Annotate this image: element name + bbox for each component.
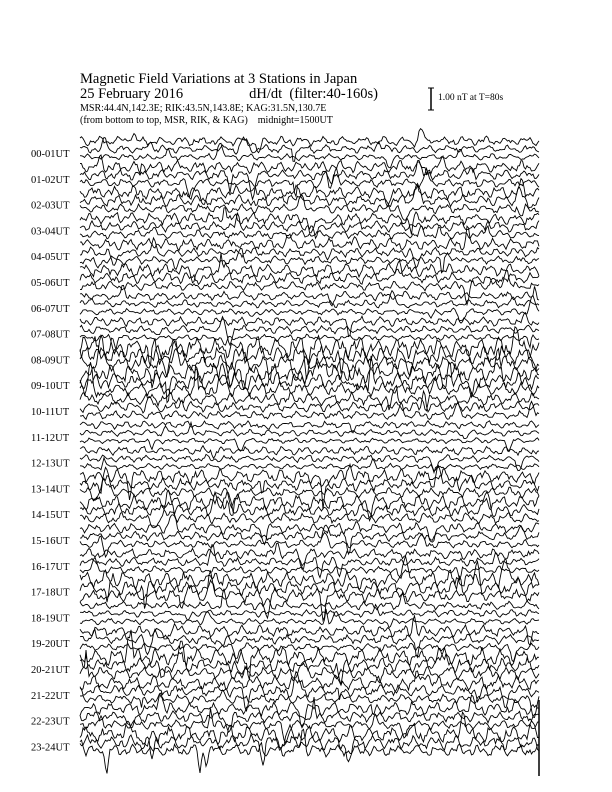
- trace-rik: [80, 629, 539, 657]
- hour-label: 11-12UT: [31, 432, 70, 444]
- trace-msr: [80, 729, 539, 773]
- trace-rik: [80, 454, 539, 471]
- trace-kag: [80, 155, 539, 174]
- hour-label: 23-24UT: [31, 742, 70, 754]
- filter-label: (filter:40-160s): [289, 86, 378, 102]
- hour-label: 19-20UT: [31, 639, 70, 651]
- trace-rik: [80, 317, 539, 346]
- hour-label: 07-08UT: [31, 329, 70, 341]
- trace-kag: [80, 129, 539, 153]
- trace-kag: [80, 208, 539, 235]
- quantity-label: dH/dt: [249, 86, 283, 102]
- trace-msr: [80, 643, 539, 663]
- hour-label: 08-09UT: [31, 355, 70, 367]
- trace-rik: [80, 137, 539, 161]
- trace-rik: [80, 261, 539, 285]
- trace-rik: [80, 641, 539, 684]
- trace-msr: [80, 296, 539, 324]
- trace-kag: [80, 446, 539, 459]
- trace-kag: [80, 671, 539, 693]
- trace-rik: [80, 562, 539, 609]
- trace-rik: [80, 213, 539, 238]
- midnight-note: midnight=1500UT: [257, 115, 333, 126]
- station-coordinates: MSR:44.4N,142.3E; RIK:43.5N,143.8E; KAG:31.5N,130.7E: [80, 103, 327, 114]
- scale-bar-label: 1.00 nT at T=80s: [438, 93, 504, 103]
- hour-label: 02-03UT: [31, 200, 70, 212]
- hour-label: 15-16UT: [31, 536, 70, 547]
- trace-kag: [80, 712, 539, 750]
- trace-msr: [80, 195, 539, 220]
- hour-label: 22-23UT: [31, 716, 70, 728]
- trace-rik: [80, 605, 539, 621]
- trace-msr: [80, 571, 539, 620]
- hour-label: 17-18UT: [31, 587, 70, 599]
- hour-label: 18-19UT: [31, 613, 70, 625]
- date-label: 25 February 2016: [80, 86, 184, 102]
- chart-title: Magnetic Field Variations at 3 Stations in Japan: [80, 71, 358, 87]
- trace-kag: [80, 313, 539, 337]
- trace-kag: [80, 494, 539, 520]
- trace-msr: [80, 334, 539, 354]
- trace-kag: [80, 253, 539, 283]
- hour-label: 01-02UT: [31, 174, 70, 186]
- trace-msr: [80, 271, 539, 305]
- hour-label: 04-05UT: [31, 252, 70, 264]
- hour-label: 06-07UT: [31, 303, 70, 315]
- hour-label: 05-06UT: [31, 278, 70, 289]
- hour-label: 20-21UT: [31, 665, 70, 676]
- hour-label: 00-01UT: [31, 149, 70, 160]
- trace-rik: [80, 291, 539, 308]
- hour-label: 03-04UT: [31, 226, 70, 238]
- hour-label: 09-10UT: [31, 381, 70, 393]
- hour-label: 16-17UT: [31, 561, 70, 573]
- trace-msr: [80, 458, 539, 473]
- hour-label: 12-13UT: [31, 458, 70, 470]
- trace-kag: [80, 589, 539, 610]
- hour-label: 10-11UT: [31, 407, 70, 418]
- hour-label: 13-14UT: [31, 484, 70, 496]
- hour-label: 14-15UT: [31, 510, 70, 522]
- station-order-note: (from bottom to top, MSR, RIK, & KAG): [80, 115, 248, 126]
- hour-label: 21-22UT: [31, 690, 70, 702]
